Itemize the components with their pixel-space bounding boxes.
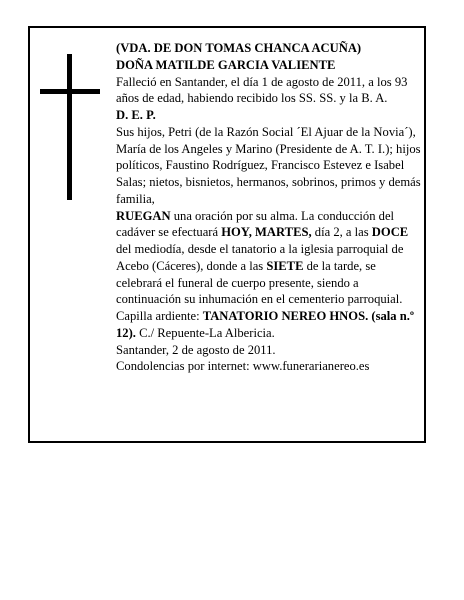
date-line: Santander, 2 de agosto de 2011. — [116, 342, 276, 357]
rest-in-peace: D. E. P. — [116, 108, 156, 122]
notice-body — [116, 40, 421, 375]
siete-word: SIETE — [266, 258, 304, 273]
obituary-notice — [28, 26, 426, 443]
cross-horizontal-bar — [40, 89, 100, 94]
doce-word: DOCE — [371, 225, 409, 240]
cross-vertical-bar — [67, 54, 72, 200]
tanatorio-name: TANATORIO NEREO HNOS. (sala n.º 12). — [116, 309, 415, 340]
tanatorio-address: C./ Repuente-La Albericia. — [135, 325, 275, 340]
ceremony-details: RUEGAN una oración por su alma. La conducción del cadáver se efectuará HOY, MARTES, día 2, a las DOCE del mediodía, desde el tanatorio a la iglesia parroquial de Acebo (Cáceres), donde a las SIETE de la tarde, se celebrará el funeral de cuerpo presente, siendo a continuación su inhumación en el cementerio parroquial. Capilla ardiente: TANATORIO NEREO HNOS. (sala n.º 12). C./ Repuente-La Albericia. — [116, 208, 415, 340]
condolences-line: Condolencias por internet: www.funerarianereo.es — [116, 359, 370, 374]
widow-line: (VDA. DE DON TOMAS CHANCA ACUÑA) — [116, 41, 362, 55]
death-notice: Falleció en Santander, el día 1 de agosto de 2011, a los 93 años de edad, habiendo recibido los SS. SS. y la B. A. — [116, 74, 408, 106]
family-list: Sus hijos, Petri (de la Razón Social ´El Ajuar de la Novia´), María de los Angeles y Marino (Presidente de A. T. I.); hijos políticos, Faustino Rodríguez, Francisco Estevez e Isabel Salas; nietos, bisnietos, hermanos, sobrinos, primos y demás familia, — [116, 124, 421, 206]
hoy-martes: HOY, MARTES, — [221, 225, 312, 240]
ruegan-word: RUEGAN — [116, 208, 171, 223]
cross-icon — [40, 54, 100, 200]
deceased-name: DOÑA MATILDE GARCIA VALIENTE — [116, 57, 336, 72]
